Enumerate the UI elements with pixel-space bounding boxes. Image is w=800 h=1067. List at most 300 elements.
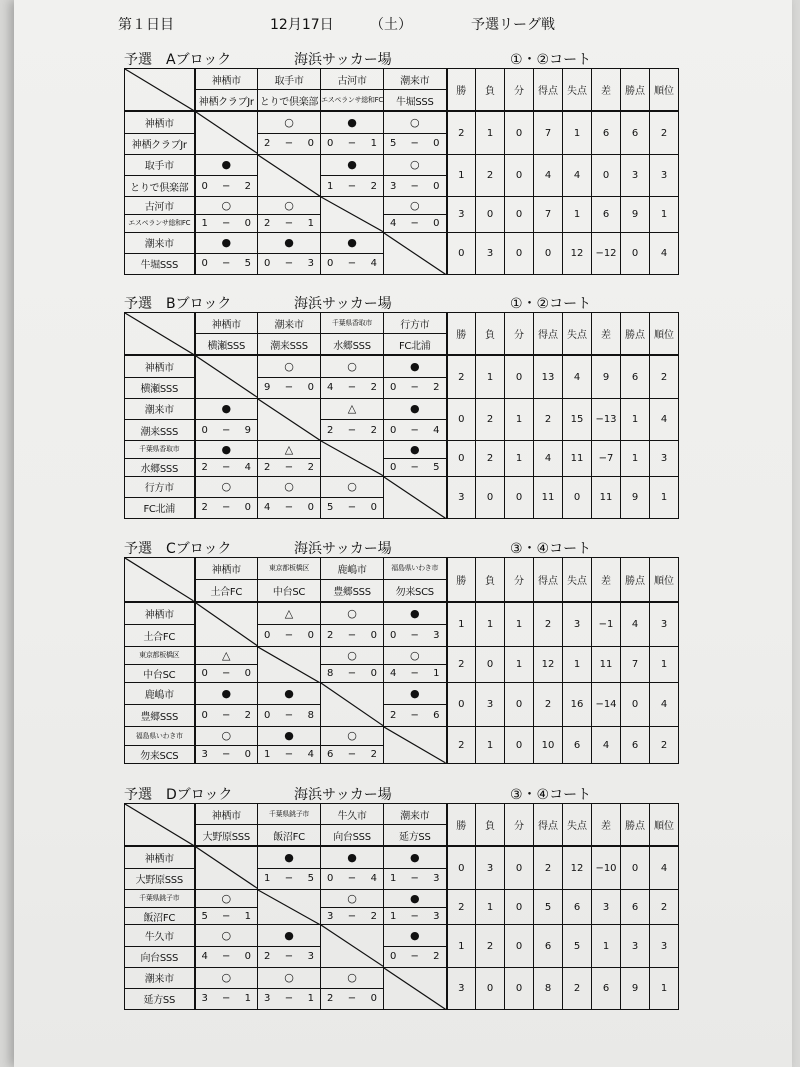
row-team-name: 中台SC bbox=[125, 664, 194, 682]
stat-value: 3 bbox=[650, 441, 679, 477]
stat-value: 2 bbox=[563, 967, 592, 1009]
stat-header: 差 bbox=[592, 69, 621, 112]
match-result-cell bbox=[384, 846, 447, 889]
block-d bbox=[124, 783, 678, 1010]
result-mark: ● bbox=[284, 729, 294, 743]
goals-against: 0 bbox=[307, 502, 314, 514]
result-mark: ○ bbox=[347, 648, 357, 662]
score-dash: − bbox=[347, 138, 357, 150]
goals-against: 0 bbox=[307, 138, 314, 150]
team-header bbox=[321, 313, 384, 356]
event-title: 予選リーグ戦 bbox=[471, 17, 555, 33]
stat-header: 勝 bbox=[447, 558, 476, 602]
stat-value: 0 bbox=[476, 197, 505, 233]
stat-value: 0 bbox=[505, 111, 534, 154]
score-dash: − bbox=[347, 873, 357, 885]
venue-label: 海浜サッカー場 bbox=[294, 52, 392, 68]
match-result-cell bbox=[321, 967, 384, 1009]
result-mark: ● bbox=[284, 851, 294, 864]
team-city: 取手市 bbox=[274, 75, 304, 87]
stat-value: 3 bbox=[447, 197, 476, 233]
row-team-header bbox=[125, 476, 195, 518]
goals-against: 6 bbox=[433, 710, 440, 722]
team-name: 中台SC bbox=[258, 579, 320, 601]
goals-against: 0 bbox=[244, 951, 251, 963]
match-result-cell bbox=[195, 889, 258, 925]
stat-value: 1 bbox=[447, 154, 476, 196]
team-city: 潮来市 bbox=[400, 75, 430, 87]
stat-value: 1 bbox=[505, 646, 534, 683]
team-header bbox=[258, 313, 321, 356]
goals-for: 0 bbox=[201, 668, 208, 680]
row-team-city: 古河市 bbox=[144, 201, 174, 213]
goals-against: 4 bbox=[370, 873, 377, 885]
goals-for: 6 bbox=[327, 748, 334, 760]
team-city: 千葉県銚子市 bbox=[268, 810, 310, 819]
result-mark: ● bbox=[409, 606, 420, 620]
stat-value: 3 bbox=[447, 476, 476, 518]
match-result-cell bbox=[321, 889, 384, 925]
team-header bbox=[321, 558, 384, 602]
goals-against: 0 bbox=[244, 748, 251, 760]
team-name: 神栖クラブJr bbox=[196, 89, 258, 110]
stat-value: 15 bbox=[563, 398, 592, 440]
score-dash: − bbox=[284, 461, 294, 473]
score-dash: − bbox=[284, 951, 294, 963]
row-team-header bbox=[125, 846, 195, 889]
result-mark: △ bbox=[347, 402, 357, 416]
team-header bbox=[384, 558, 447, 602]
goals-for: 4 bbox=[390, 668, 397, 680]
header-row bbox=[125, 313, 708, 356]
table-row bbox=[125, 683, 708, 727]
stat-header: 勝点 bbox=[621, 558, 650, 602]
block-title: 予選 Cブロック bbox=[124, 541, 232, 557]
goals-for: 2 bbox=[201, 502, 208, 514]
table-row bbox=[125, 441, 708, 477]
team-header bbox=[258, 69, 321, 112]
stat-value: 0 bbox=[621, 232, 650, 274]
goals-for: 4 bbox=[327, 382, 334, 394]
row-team-header bbox=[125, 355, 195, 398]
score-dash: − bbox=[284, 993, 294, 1005]
stat-header: 順位 bbox=[650, 313, 679, 356]
score-dash: − bbox=[284, 258, 294, 270]
goals-against: 9 bbox=[244, 424, 251, 436]
row-team-city: 取手市 bbox=[144, 161, 174, 173]
result-mark: ● bbox=[284, 929, 294, 943]
stat-value: 7 bbox=[621, 646, 650, 683]
stat-header: 負 bbox=[476, 804, 505, 847]
stat-value: 1 bbox=[476, 602, 505, 646]
stat-value: 3 bbox=[592, 889, 621, 925]
row-team-name: 牛堀SSS bbox=[125, 253, 194, 274]
goals-for: 1 bbox=[390, 910, 397, 922]
header-row bbox=[125, 558, 708, 602]
team-header bbox=[195, 313, 258, 356]
stat-value: 0 bbox=[505, 889, 534, 925]
match-result-cell bbox=[384, 154, 447, 196]
stat-value: 6 bbox=[621, 111, 650, 154]
goals-for: 5 bbox=[327, 502, 334, 514]
score-dash: − bbox=[347, 748, 357, 760]
goals-against: 0 bbox=[433, 217, 440, 229]
goals-against: 2 bbox=[433, 382, 440, 394]
score-dash: − bbox=[347, 668, 357, 680]
block-title-row bbox=[124, 537, 678, 557]
goals-for: 0 bbox=[327, 258, 334, 270]
table-row bbox=[125, 111, 708, 154]
match-result-cell bbox=[321, 646, 384, 683]
result-mark: ○ bbox=[347, 360, 357, 373]
row-team-city: 神栖市 bbox=[144, 854, 174, 865]
table-row bbox=[125, 646, 708, 683]
stat-value: 12 bbox=[534, 646, 563, 683]
stat-value: 10 bbox=[534, 727, 563, 764]
row-team-name: 横瀬SSS bbox=[125, 377, 194, 398]
match-result-cell bbox=[258, 727, 321, 764]
match-result-cell bbox=[321, 111, 384, 154]
stat-header: 勝点 bbox=[621, 804, 650, 847]
row-team-header bbox=[125, 154, 195, 196]
score-dash: − bbox=[347, 910, 357, 922]
stat-value: 5 bbox=[563, 925, 592, 967]
stat-value: 3 bbox=[476, 232, 505, 274]
goals-for: 2 bbox=[327, 993, 334, 1005]
stat-value: 0 bbox=[505, 967, 534, 1009]
stat-value: 1 bbox=[563, 197, 592, 233]
score-dash: − bbox=[410, 629, 419, 641]
goals-against: 4 bbox=[433, 424, 440, 436]
table-row bbox=[125, 967, 708, 1009]
stat-value: −13 bbox=[592, 398, 621, 440]
team-header bbox=[258, 804, 321, 847]
team-city: 古河市 bbox=[337, 75, 367, 87]
stat-header: 差 bbox=[592, 313, 621, 356]
self-match-cell bbox=[321, 197, 384, 233]
team-name: 土合FC bbox=[196, 579, 258, 601]
stat-header: 失点 bbox=[563, 313, 592, 356]
stat-value: 11 bbox=[592, 476, 621, 518]
match-result-cell bbox=[195, 197, 258, 233]
match-result-cell bbox=[384, 683, 447, 727]
stat-header: 差 bbox=[592, 804, 621, 847]
score-dash: − bbox=[222, 748, 231, 760]
stat-value: 1 bbox=[505, 602, 534, 646]
team-header bbox=[384, 313, 447, 356]
score-dash: − bbox=[222, 424, 231, 436]
day-label: 第１日目 bbox=[118, 17, 174, 33]
stat-value: 0 bbox=[534, 232, 563, 274]
result-mark: ○ bbox=[409, 648, 420, 662]
result-mark: ○ bbox=[221, 480, 232, 494]
stat-header: 分 bbox=[505, 804, 534, 847]
result-mark: ● bbox=[284, 236, 294, 250]
goals-against: 0 bbox=[433, 180, 440, 192]
match-result-cell bbox=[195, 925, 258, 967]
stat-value: 1 bbox=[650, 967, 679, 1009]
stat-value: 1 bbox=[505, 398, 534, 440]
row-team-name: 大野原SSS bbox=[125, 868, 194, 889]
goals-for: 2 bbox=[327, 629, 334, 641]
stat-value: 0 bbox=[447, 683, 476, 727]
score-dash: − bbox=[222, 668, 231, 680]
stat-header: 分 bbox=[505, 558, 534, 602]
stat-value: 6 bbox=[592, 111, 621, 154]
goals-for: 1 bbox=[264, 748, 271, 760]
result-mark: ○ bbox=[347, 891, 357, 905]
corner-cell bbox=[125, 804, 195, 847]
corner-cell bbox=[125, 69, 195, 112]
stat-value: 2 bbox=[534, 398, 563, 440]
result-mark: ● bbox=[409, 891, 420, 905]
self-match-cell bbox=[321, 925, 384, 967]
match-result-cell bbox=[321, 398, 384, 440]
goals-against: 2 bbox=[433, 951, 440, 963]
self-match-cell bbox=[384, 727, 447, 764]
team-city: 牛久市 bbox=[337, 810, 367, 822]
team-header bbox=[195, 558, 258, 602]
date-label: 12月17日 bbox=[270, 17, 334, 33]
match-result-cell bbox=[321, 232, 384, 274]
stat-value: 4 bbox=[592, 727, 621, 764]
result-mark: ● bbox=[409, 402, 420, 416]
match-result-cell bbox=[258, 441, 321, 477]
stat-value: 3 bbox=[447, 967, 476, 1009]
stat-header: 勝 bbox=[447, 804, 476, 847]
stat-value: 8 bbox=[534, 967, 563, 1009]
goals-against: 1 bbox=[307, 217, 314, 229]
score-dash: − bbox=[222, 993, 231, 1005]
result-mark: ○ bbox=[284, 198, 294, 212]
stat-value: 6 bbox=[621, 889, 650, 925]
court-label: ①・②コート bbox=[510, 52, 592, 68]
score-dash: − bbox=[347, 258, 357, 270]
stat-value: 12 bbox=[563, 846, 592, 889]
stat-header: 失点 bbox=[563, 558, 592, 602]
league-table bbox=[124, 803, 708, 1010]
goals-for: 0 bbox=[264, 629, 271, 641]
match-result-cell bbox=[258, 476, 321, 518]
goals-against: 3 bbox=[433, 629, 440, 641]
team-name: 牛堀SSS bbox=[384, 89, 446, 110]
match-result-cell bbox=[321, 727, 384, 764]
table-row bbox=[125, 232, 708, 274]
result-mark: ● bbox=[221, 687, 232, 701]
stat-value: 1 bbox=[592, 925, 621, 967]
table-row bbox=[125, 398, 708, 440]
result-mark: ● bbox=[221, 402, 232, 416]
row-team-name: 神栖クラブJr bbox=[125, 133, 194, 154]
self-match-cell bbox=[321, 441, 384, 477]
row-team-header bbox=[125, 441, 195, 477]
result-mark: ● bbox=[347, 236, 357, 250]
venue-label: 海浜サッカー場 bbox=[294, 296, 392, 312]
result-mark: ○ bbox=[347, 729, 357, 743]
stat-value: 0 bbox=[476, 476, 505, 518]
stat-value: 2 bbox=[650, 355, 679, 398]
block-b bbox=[124, 292, 678, 519]
result-mark: △ bbox=[222, 648, 231, 662]
team-city: 神栖市 bbox=[211, 810, 241, 822]
stat-header: 勝 bbox=[447, 313, 476, 356]
score-dash: − bbox=[410, 710, 419, 722]
goals-against: 2 bbox=[370, 748, 377, 760]
goals-for: 0 bbox=[201, 424, 208, 436]
stat-header: 負 bbox=[476, 558, 505, 602]
row-team-city: 神栖市 bbox=[144, 609, 174, 621]
stat-value: 3 bbox=[650, 602, 679, 646]
score-dash: − bbox=[347, 993, 357, 1005]
stat-header: 分 bbox=[505, 313, 534, 356]
stat-value: 2 bbox=[650, 889, 679, 925]
block-title: 予選 Aブロック bbox=[124, 52, 232, 68]
stat-value: 1 bbox=[621, 441, 650, 477]
stat-value: 7 bbox=[534, 197, 563, 233]
stat-value: 3 bbox=[621, 925, 650, 967]
weekday-label: （土） bbox=[370, 17, 412, 33]
stat-value: 4 bbox=[650, 683, 679, 727]
goals-for: 8 bbox=[327, 668, 334, 680]
row-team-name: 勿来SCS bbox=[125, 745, 194, 763]
row-team-name: 土合FC bbox=[125, 624, 194, 646]
stat-header: 得点 bbox=[534, 69, 563, 112]
stat-header: 負 bbox=[476, 313, 505, 356]
result-mark: ○ bbox=[284, 360, 294, 373]
goals-for: 0 bbox=[390, 382, 397, 394]
stat-value: 11 bbox=[534, 476, 563, 518]
match-result-cell bbox=[258, 683, 321, 727]
result-mark: ● bbox=[347, 116, 357, 129]
goals-against: 1 bbox=[307, 993, 314, 1005]
goals-for: 2 bbox=[264, 951, 271, 963]
goals-for: 2 bbox=[264, 138, 271, 150]
stat-value: 5 bbox=[534, 889, 563, 925]
result-mark: ○ bbox=[284, 971, 294, 985]
team-city: 潮来市 bbox=[274, 319, 304, 331]
goals-against: 2 bbox=[370, 180, 377, 192]
team-header bbox=[195, 804, 258, 847]
row-team-name: エスペランサ総和FC bbox=[125, 214, 194, 232]
stat-header: 失点 bbox=[563, 804, 592, 847]
stat-value: 2 bbox=[447, 646, 476, 683]
team-name: 水郷SSS bbox=[321, 333, 383, 354]
stat-value: 16 bbox=[563, 683, 592, 727]
score-dash: − bbox=[222, 502, 231, 514]
goals-against: 3 bbox=[307, 258, 314, 270]
team-name: とりで倶楽部 bbox=[258, 89, 320, 110]
match-result-cell bbox=[384, 355, 447, 398]
stat-value: 4 bbox=[650, 846, 679, 889]
match-result-cell bbox=[195, 727, 258, 764]
stat-value: 11 bbox=[563, 441, 592, 477]
match-result-cell bbox=[195, 683, 258, 727]
stat-value: 2 bbox=[650, 727, 679, 764]
goals-against: 0 bbox=[307, 382, 314, 394]
stat-value: 1 bbox=[447, 602, 476, 646]
goals-against: 0 bbox=[307, 629, 314, 641]
match-result-cell bbox=[195, 232, 258, 274]
match-result-cell bbox=[258, 967, 321, 1009]
goals-against: 0 bbox=[244, 668, 251, 680]
goals-for: 3 bbox=[201, 748, 208, 760]
team-city: 鹿嶋市 bbox=[337, 564, 367, 576]
score-dash: − bbox=[410, 138, 419, 150]
result-mark: ● bbox=[221, 442, 232, 456]
team-name: 勿来SCS bbox=[384, 579, 446, 601]
goals-for: 0 bbox=[264, 710, 271, 722]
goals-against: 0 bbox=[370, 502, 377, 514]
stat-value: 0 bbox=[505, 154, 534, 196]
stat-value: 1 bbox=[563, 646, 592, 683]
goals-for: 0 bbox=[201, 710, 208, 722]
match-result-cell bbox=[321, 602, 384, 646]
stat-value: −1 bbox=[592, 602, 621, 646]
match-result-cell bbox=[258, 846, 321, 889]
stat-value: 12 bbox=[563, 232, 592, 274]
goals-against: 0 bbox=[244, 502, 251, 514]
result-mark: ○ bbox=[409, 198, 420, 212]
block-c bbox=[124, 537, 678, 764]
stat-header: 勝点 bbox=[621, 313, 650, 356]
stat-value: 6 bbox=[563, 889, 592, 925]
result-mark: ○ bbox=[284, 116, 294, 129]
stat-value: 11 bbox=[592, 646, 621, 683]
goals-against: 4 bbox=[307, 748, 314, 760]
result-mark: ○ bbox=[284, 480, 294, 494]
team-header bbox=[321, 69, 384, 112]
stat-value: 4 bbox=[534, 441, 563, 477]
score-dash: − bbox=[284, 873, 294, 885]
block-title-row bbox=[124, 292, 678, 312]
stat-value: 4 bbox=[563, 154, 592, 196]
goals-for: 2 bbox=[390, 710, 397, 722]
stat-value: 0 bbox=[505, 727, 534, 764]
score-dash: − bbox=[410, 180, 419, 192]
team-header bbox=[384, 804, 447, 847]
league-table bbox=[124, 557, 708, 764]
result-mark: ○ bbox=[347, 480, 357, 494]
team-name: 潮来SSS bbox=[258, 333, 320, 354]
result-mark: ● bbox=[409, 851, 420, 864]
stat-value: 2 bbox=[447, 355, 476, 398]
team-city: 神栖市 bbox=[211, 319, 241, 331]
stat-value: 1 bbox=[476, 111, 505, 154]
goals-against: 3 bbox=[307, 951, 314, 963]
stat-value: 6 bbox=[592, 967, 621, 1009]
result-mark: ○ bbox=[221, 971, 232, 985]
row-team-city: 鹿嶋市 bbox=[144, 690, 174, 702]
row-team-header bbox=[125, 111, 195, 154]
result-mark: ● bbox=[347, 158, 357, 172]
goals-against: 3 bbox=[433, 873, 440, 885]
court-label: ③・④コート bbox=[510, 787, 592, 803]
team-name: 横瀬SSS bbox=[196, 333, 258, 354]
stat-header: 得点 bbox=[534, 804, 563, 847]
goals-against: 8 bbox=[307, 710, 314, 722]
goals-against: 0 bbox=[433, 138, 440, 150]
match-result-cell bbox=[258, 355, 321, 398]
stat-value: 0 bbox=[505, 846, 534, 889]
goals-against: 2 bbox=[370, 382, 377, 394]
stat-value: 6 bbox=[534, 925, 563, 967]
stat-value: 0 bbox=[447, 441, 476, 477]
goals-for: 4 bbox=[390, 217, 397, 229]
stat-value: 0 bbox=[447, 232, 476, 274]
goals-for: 0 bbox=[327, 138, 334, 150]
goals-against: 4 bbox=[244, 461, 251, 473]
stat-value: 2 bbox=[534, 846, 563, 889]
